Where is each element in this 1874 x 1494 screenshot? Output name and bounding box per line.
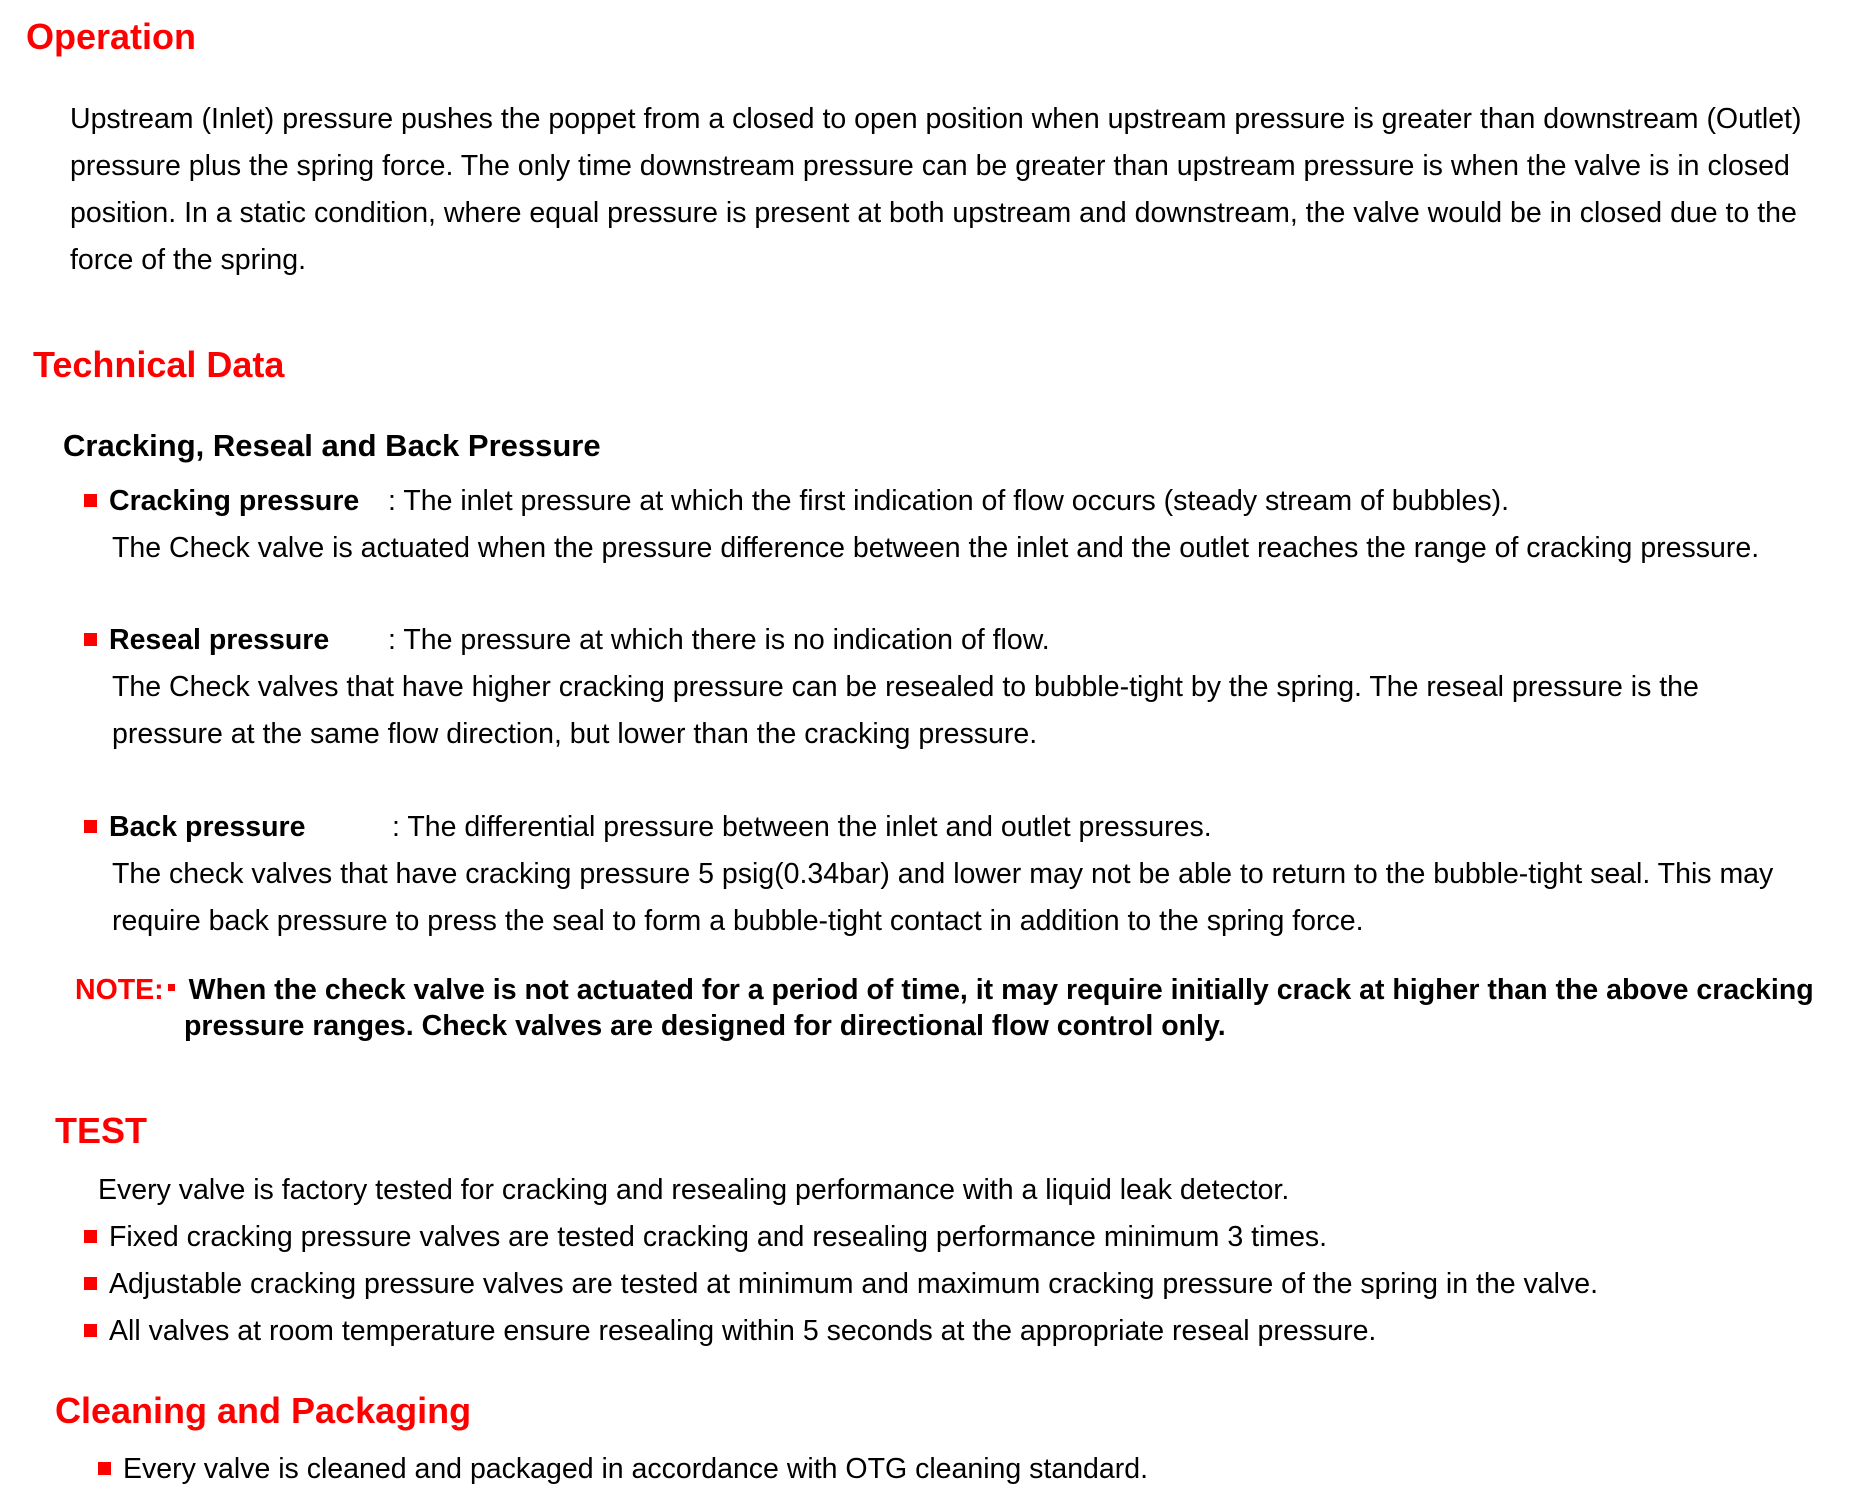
back-pressure-definition: : The differential pressure between the inlet and outlet pressures. [392, 811, 1212, 843]
test-bullet-3-text: All valves at room temperature ensure resealing within 5 seconds at the appropriate reseal pressure. [109, 1315, 1377, 1347]
test-bullet-3 [84, 1308, 1376, 1355]
cracking-pressure-item [84, 478, 359, 525]
reseal-pressure-definition: : The pressure at which there is no indication of flow. [388, 624, 1050, 656]
note [75, 972, 1814, 1008]
note-bullet-icon [168, 984, 175, 991]
cracking-pressure-definition: : The inlet pressure at which the first indication of flow occurs (steady stream of bubbles). [388, 485, 1509, 517]
back-pressure-line-2: require back pressure to press the seal to form a bubble-tight contact in addition to the spring force. [112, 905, 1364, 937]
note-label: NOTE: [75, 974, 164, 1006]
cleaning-heading: Cleaning and Packaging [55, 1390, 472, 1431]
test-bullet-2 [84, 1261, 1598, 1308]
test-bullet-1-text: Fixed cracking pressure valves are tested cracking and resealing performance minimum 3 times. [109, 1221, 1328, 1253]
reseal-pressure-line-1: The Check valves that have higher cracking pressure can be resealed to bubble-tight by the spring. The reseal pressure is the [112, 671, 1699, 703]
bullet-icon [84, 1230, 97, 1243]
note-line-1: When the check valve is not actuated for a period of time, it may require initially crack at higher than the above cracking [188, 974, 1814, 1006]
cleaning-bullet-1-text: Every valve is cleaned and packaged in accordance with OTG cleaning standard. [123, 1453, 1148, 1485]
operation-line-3: position. In a static condition, where equal pressure is present at both upstream and downstream, the valve would be in closed due to the [70, 197, 1797, 229]
reseal-pressure-item [84, 617, 329, 664]
back-pressure-term: Back pressure [109, 811, 306, 843]
reseal-pressure-line-2: pressure at the same flow direction, but lower than the cracking pressure. [112, 718, 1038, 750]
cleaning-bullet-1 [98, 1446, 1148, 1493]
bullet-icon [84, 820, 97, 833]
bullet-icon [84, 633, 97, 646]
test-intro: Every valve is factory tested for cracking and resealing performance with a liquid leak detector. [98, 1174, 1290, 1206]
operation-line-1: Upstream (Inlet) pressure pushes the poppet from a closed to open position when upstream pressure is greater than downstream (Outlet) [70, 103, 1802, 135]
operation-line-2: pressure plus the spring force. The only time downstream pressure can be greater than upstream pressure is when the valve is in closed [70, 150, 1790, 182]
bullet-icon [98, 1462, 111, 1475]
operation-line-4: force of the spring. [70, 244, 307, 276]
reseal-pressure-term: Reseal pressure [109, 624, 330, 656]
technical-data-heading: Technical Data [33, 344, 285, 385]
back-pressure-item [84, 804, 305, 851]
note-line-2: pressure ranges. Check valves are designed for directional flow control only. [184, 1010, 1226, 1042]
bullet-icon [84, 1277, 97, 1290]
back-pressure-line-1: The check valves that have cracking pressure 5 psig(0.34bar) and lower may not be able to return to the bubble-tight seal. This may [112, 858, 1774, 890]
bullet-icon [84, 1324, 97, 1337]
cracking-pressure-term: Cracking pressure [109, 485, 360, 517]
cracking-pressure-line-1: The Check valve is actuated when the pressure difference between the inlet and the outlet reaches the range of cracking pressure. [112, 532, 1760, 564]
bullet-icon [84, 494, 97, 507]
technical-data-subheading: Cracking, Reseal and Back Pressure [63, 428, 601, 463]
test-heading: TEST [55, 1110, 148, 1151]
test-bullet-2-text: Adjustable cracking pressure valves are tested at minimum and maximum cracking pressure of the spring in the valve. [109, 1268, 1598, 1300]
test-bullet-1 [84, 1214, 1327, 1261]
operation-heading: Operation [26, 16, 197, 57]
